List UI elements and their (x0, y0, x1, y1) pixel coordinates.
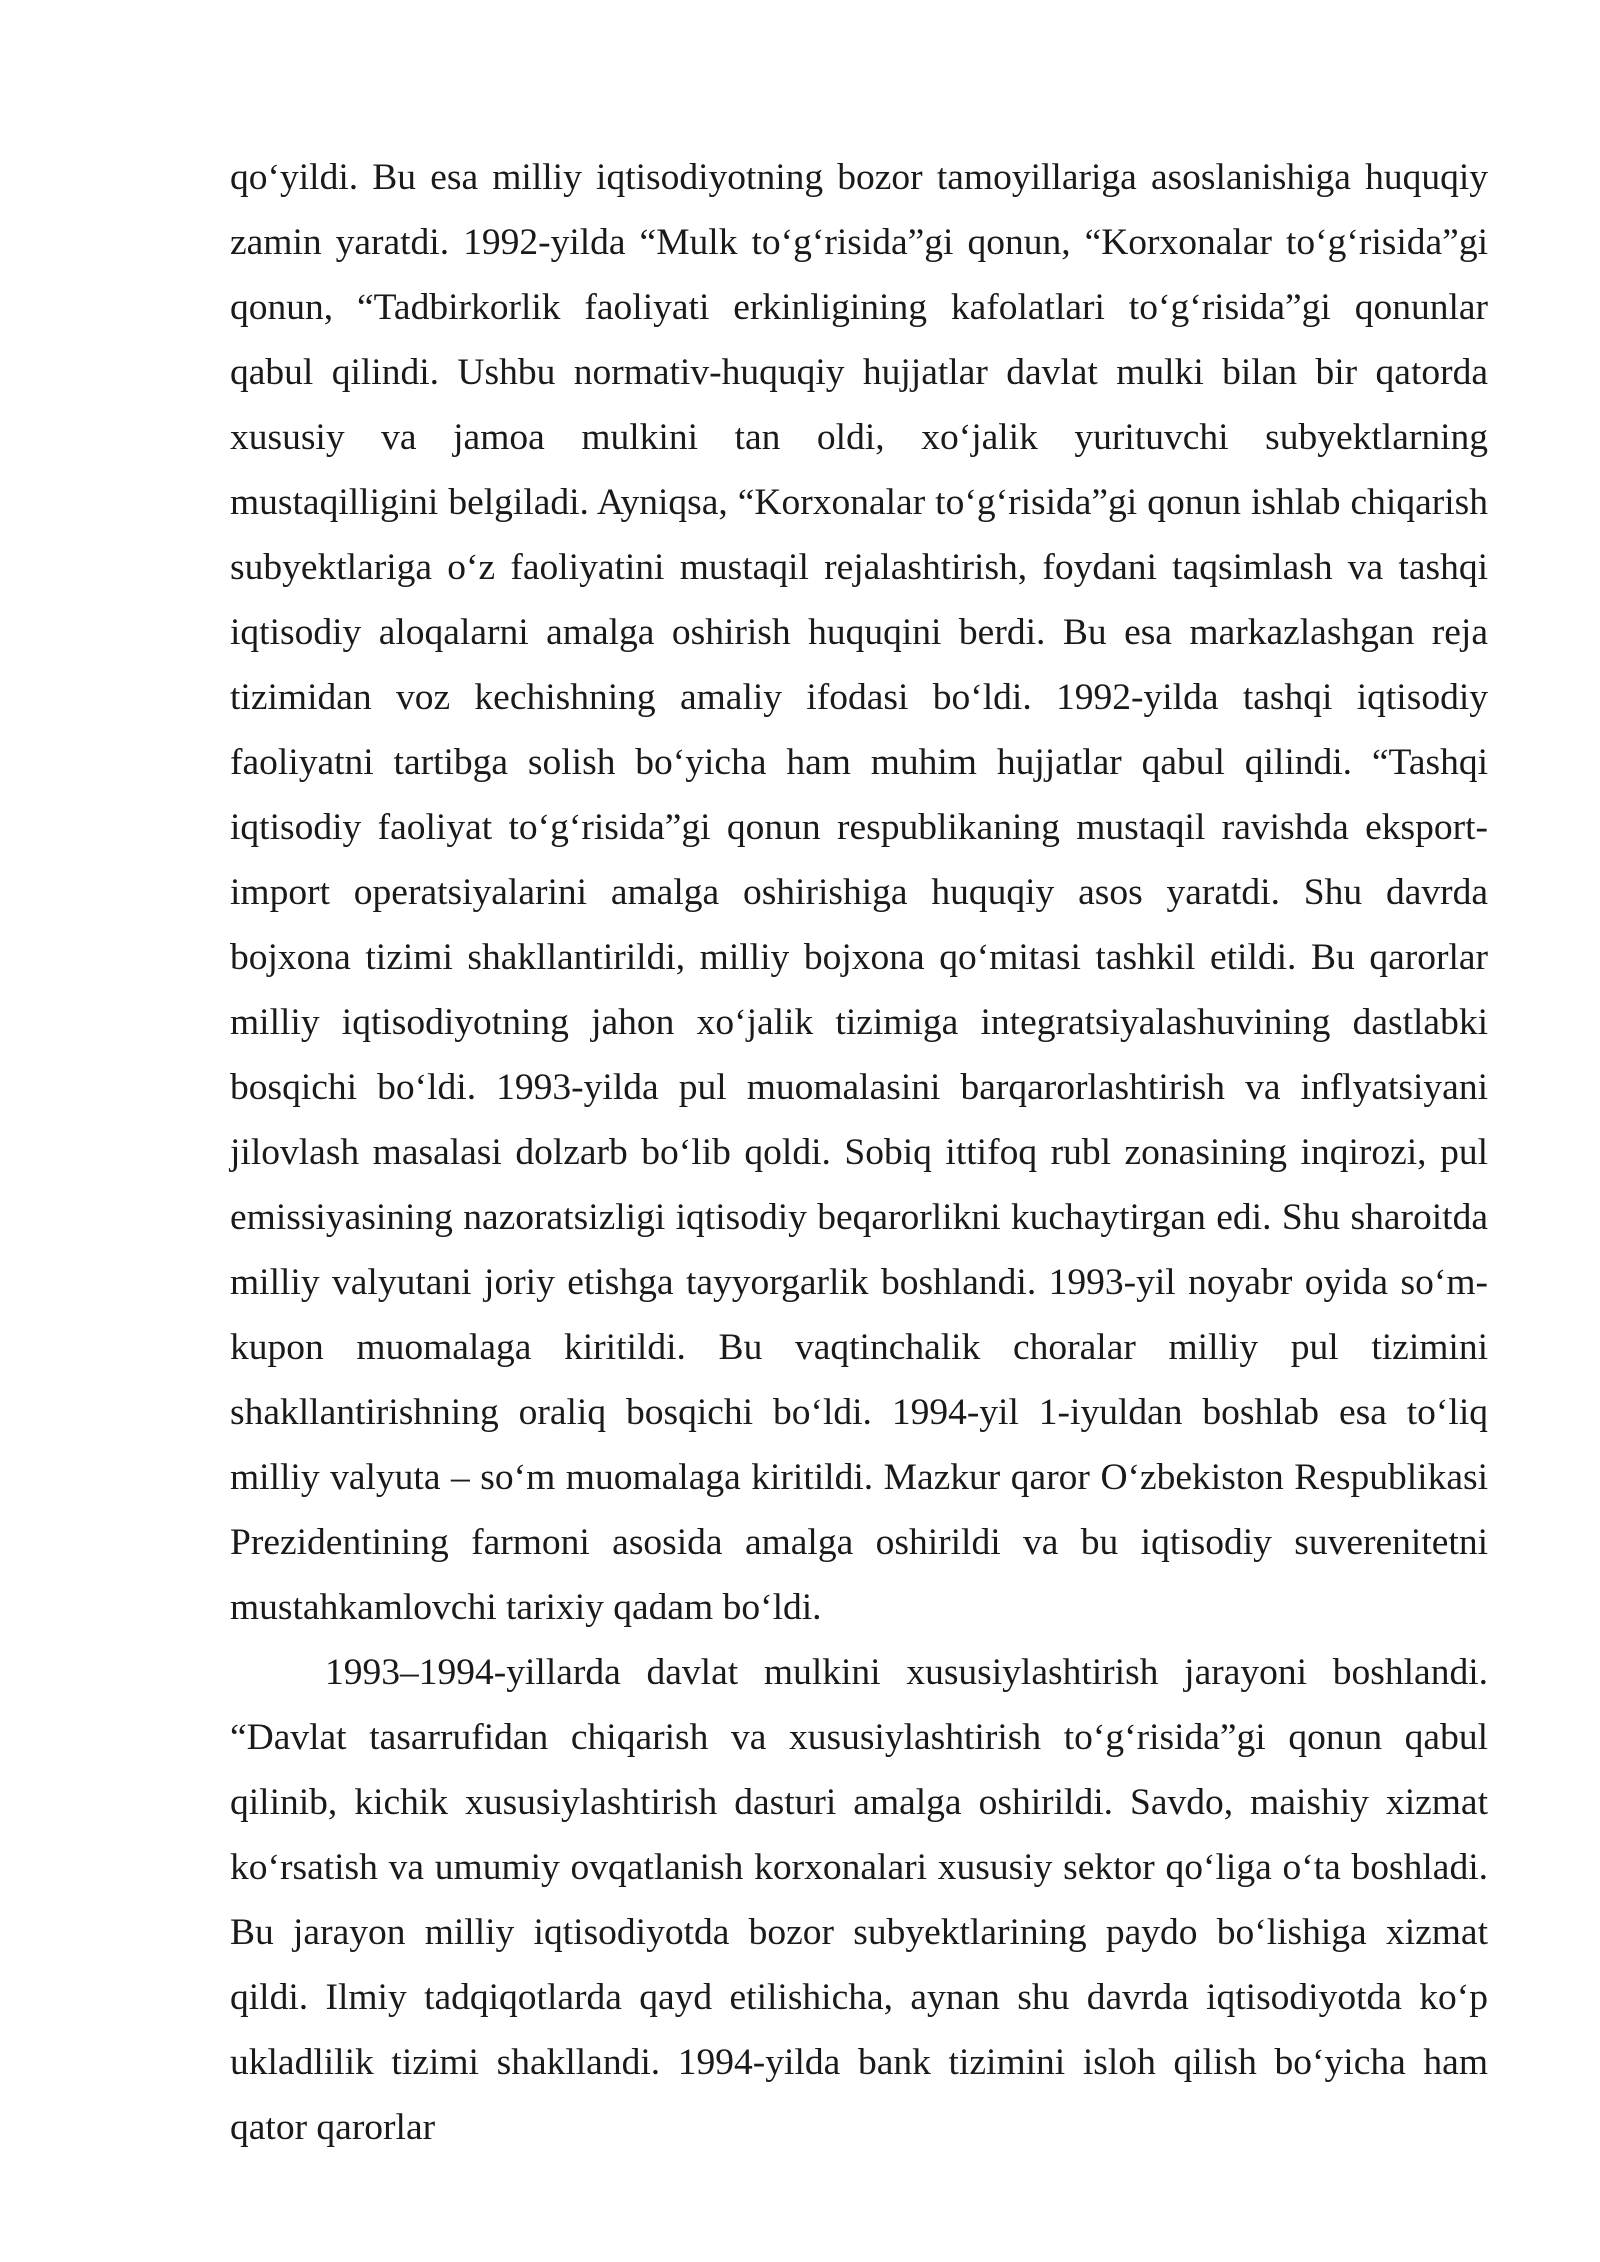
body-paragraph-1: qo‘yildi. Bu esa milliy iqtisodiyotning bozor tamoyillariga asoslanishiga huquqiy zamin yaratdi. 1992-yilda “Mulk to‘g‘risida”gi qonun, “Korxonalar to‘g‘risida”gi qonun, “Tadbirkorlik faoliyati erkinligining kafolatlari to‘g‘risida”gi qonunlar qabul qilindi. Ushbu normativ-huquqiy hujjatlar davlat mulki bilan bir qatorda xususiy va jamoa mulkini tan oldi, xo‘jalik yurituvchi subyektlarning mustaqilligini belgiladi. Ayniqsa, “Korxonalar to‘g‘risida”gi qonun ishlab chiqarish subyektlariga o‘z faoliyatini mustaqil rejalashtirish, foydani taqsimlash va tashqi iqtisodiy aloqalarni amalga oshirish huquqini berdi. Bu esa markazlashgan reja tizimidan voz kechishning amaliy ifodasi bo‘ldi. 1992-yilda tashqi iqtisodiy faoliyatni tartibga solish bo‘yicha ham muhim hujjatlar qabul qilindi. “Tashqi iqtisodiy faoliyat to‘g‘risida”gi qonun respublikaning mustaqil ravishda eksport-import operatsiyalarini amalga oshirishiga huquqiy asos yaratdi. Shu davrda bojxona tizimi shakllantirildi, milliy bojxona qo‘mitasi tashkil etildi. Bu qarorlar milliy iqtisodiyotning jahon xo‘jalik tizimiga integratsiyalashuvining dastlabki bosqichi bo‘ldi. 1993-yilda pul muomalasini barqarorlashtirish va inflyatsiyani jilovlash masalasi dolzarb bo‘lib qoldi. Sobiq ittifoq rubl zonasining inqirozi, pul emissiyasining nazoratsizligi iqtisodiy beqarorlikni kuchaytirgan edi. Shu sharoitda milliy valyutani joriy etishga tayyorgarlik boshlandi. 1993-yil noyabr oyida so‘m-kupon muomalaga kiritildi. Bu vaqtinchalik choralar milliy pul tizimini shakllantirishning oraliq bosqichi bo‘ldi. 1994-yil 1-iyuldan boshlab esa to‘liq milliy valyuta – so‘m muomalaga kiritildi. Mazkur qaror O‘zbekiston Respublikasi Prezidentining farmoni asosida amalga oshirildi va bu iqtisodiy suverenitetni mustahkamlovchi tarixiy qadam bo‘ldi. (230, 157, 1488, 1628)
body-paragraph-2: 1993–1994-yillarda davlat mulkini xususiylashtirish jarayoni boshlandi. “Davlat tasarrufidan chiqarish va xususiylashtirish to‘g‘risida”gi qonun qabul qilinib, kichik xususiylashtirish dasturi amalga oshirildi. Savdo, maishiy xizmat ko‘rsatish va umumiy ovqatlanish korxonalari xususiy sektor qo‘liga o‘ta boshladi. Bu jarayon milliy iqtisodiyotda bozor subyektlarining paydo bo‘lishiga xizmat qildi. Ilmiy tadqiqotlarda qayd etilishicha, aynan shu davrda iqtisodiyotda ko‘p ukladlilik tizimi shakllandi. 1994-yilda bank tizimini isloh qilish bo‘yicha ham qator qarorlar (230, 1652, 1488, 2148)
document-page (230, 145, 1488, 2160)
